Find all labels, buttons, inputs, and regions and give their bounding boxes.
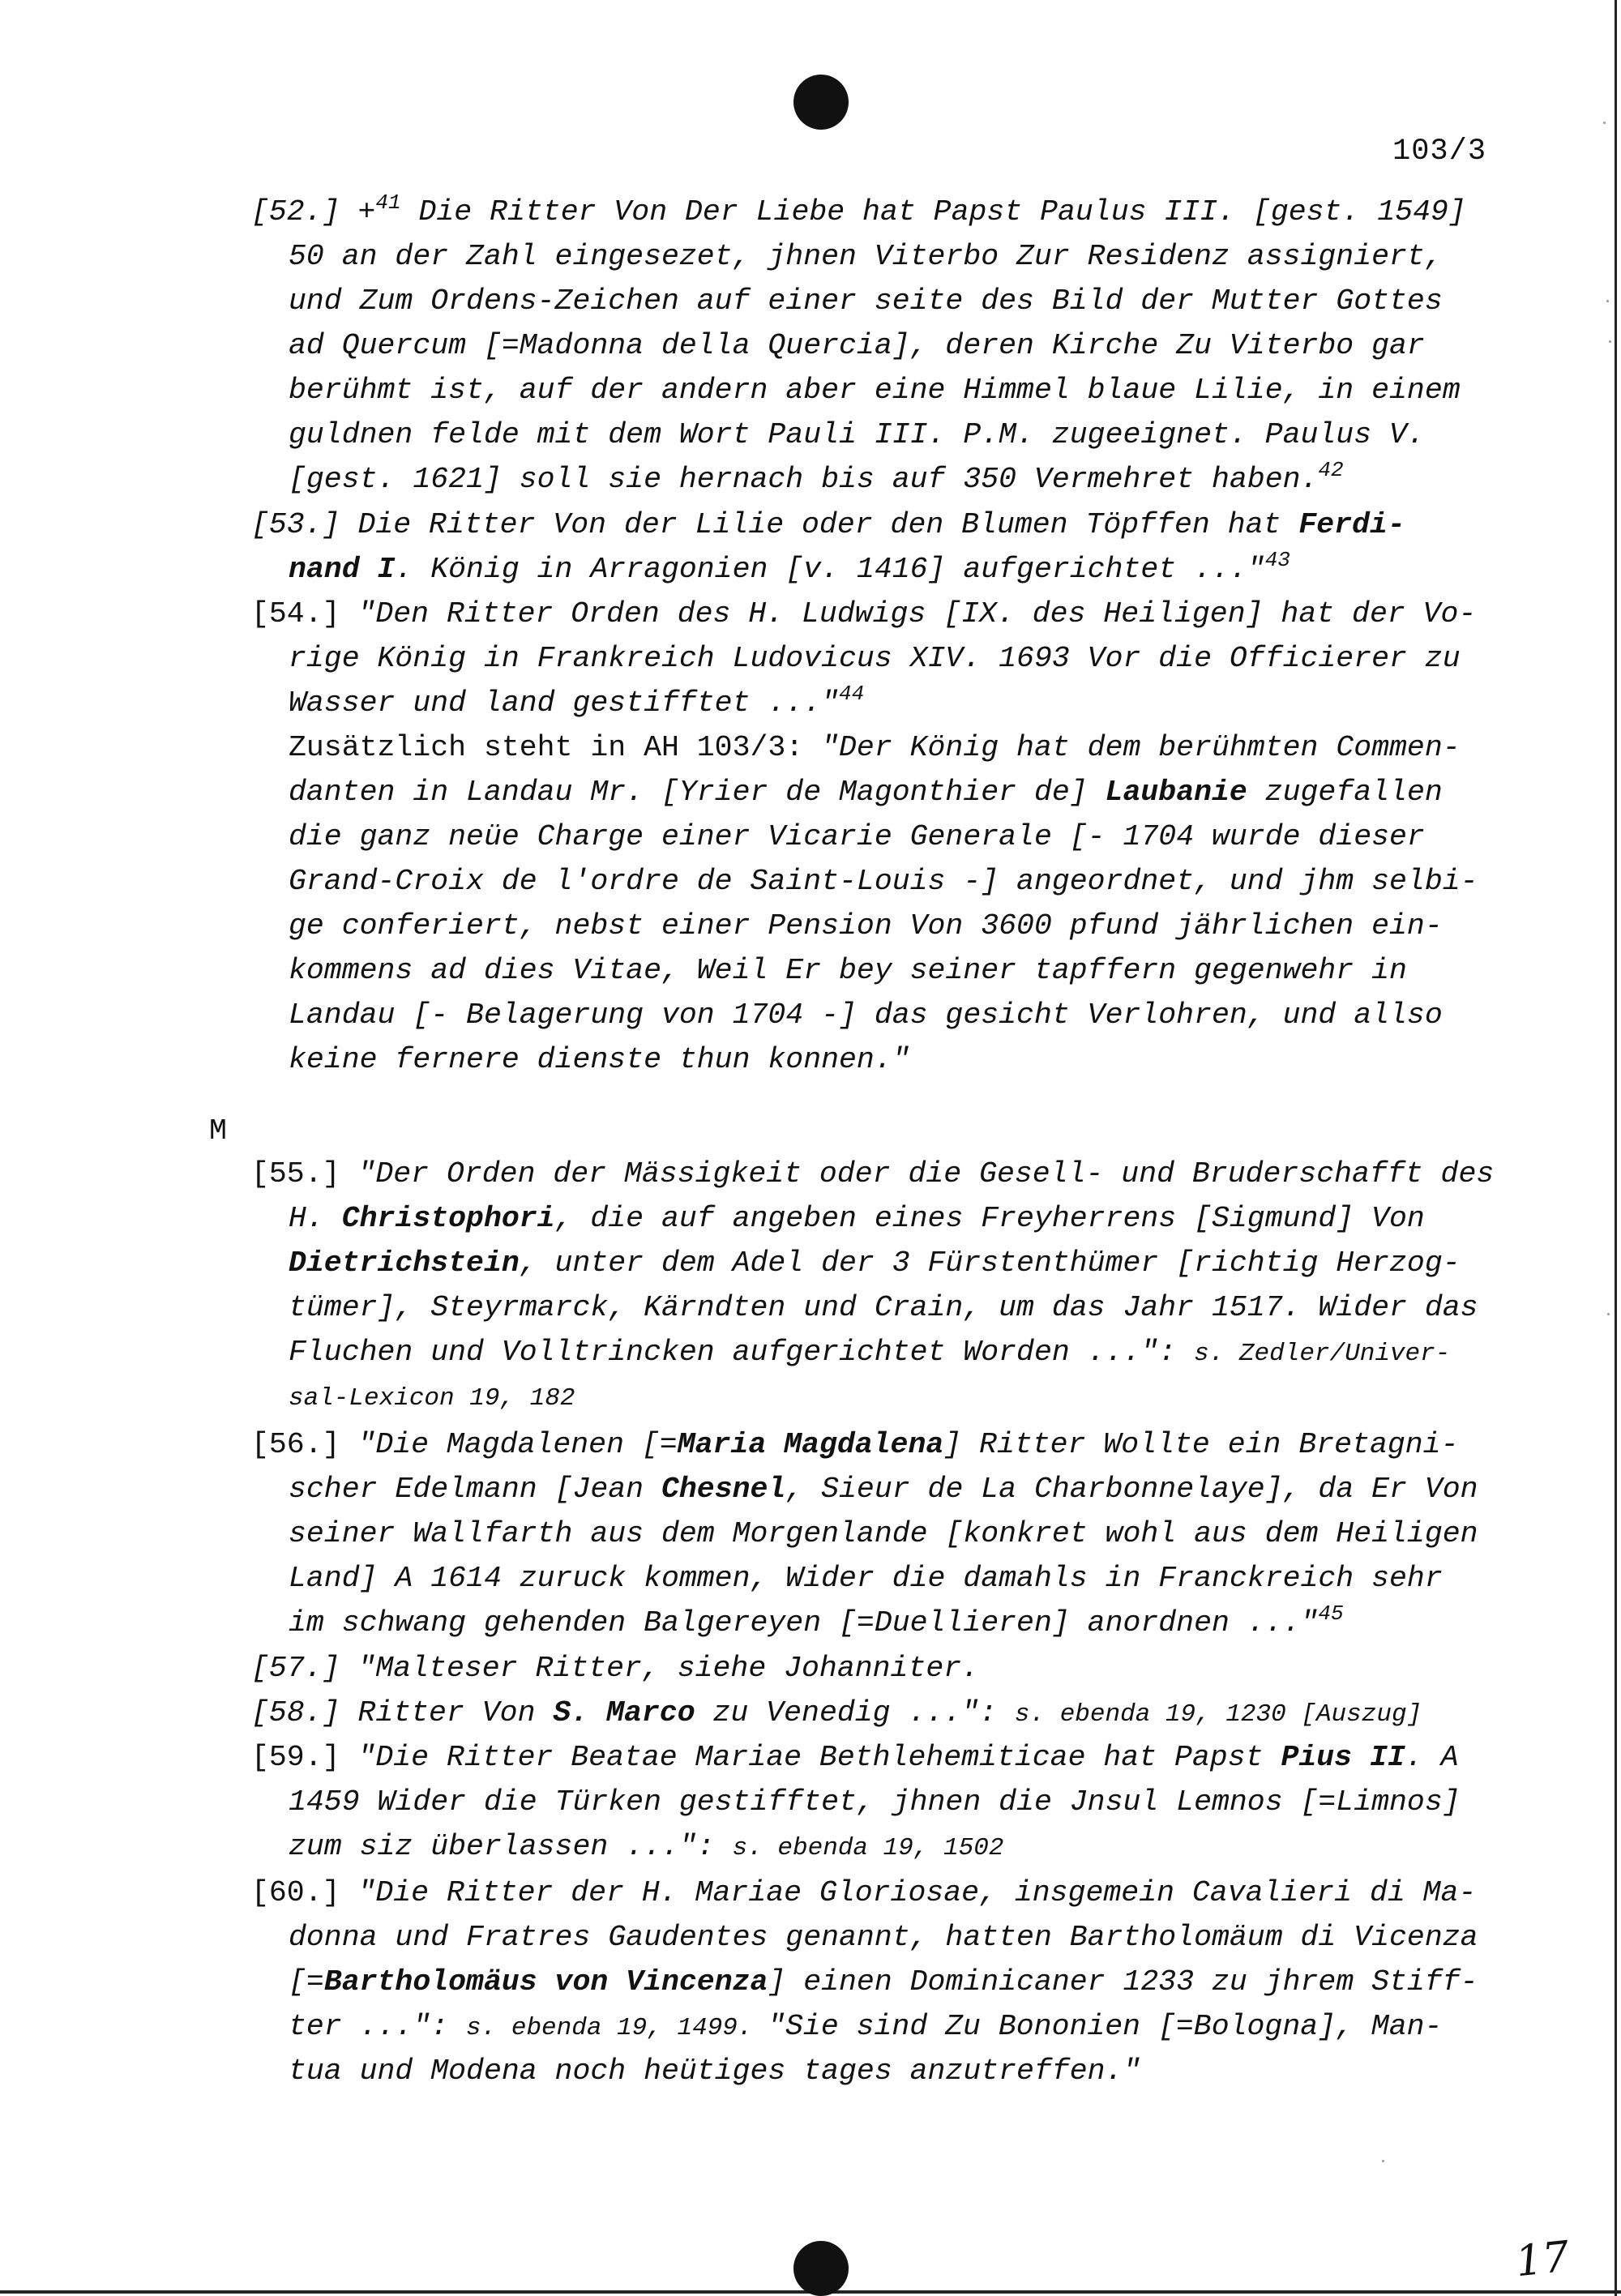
entry-text: . König in Arragonien [v. 1416] aufgerichtet ..." xyxy=(395,553,1265,586)
entry-text: zu Venedig ...": xyxy=(695,1696,1015,1729)
entry-text: ] einen Dominicaner 1233 zu jhrem Stiff- xyxy=(768,1965,1478,1999)
source-citation: s. ebenda 19, 1502 xyxy=(732,1834,1004,1862)
entry-number: [55.] xyxy=(251,1157,340,1191)
scan-speck xyxy=(1609,340,1611,343)
entry-number: [53.] xyxy=(251,508,340,541)
entry-text: Die Ritter Von der Lilie oder den Blumen Töpffen hat xyxy=(357,508,1299,541)
entry-56-line-4: Land] A 1614 zuruck kommen, Wider die damahls in Franckreich sehr xyxy=(289,1562,1443,1595)
page-number: 103/3 xyxy=(1392,135,1487,169)
entry-text: "Die Ritter Beatae Mariae Bethlehemiticae hat Papst xyxy=(357,1741,1281,1774)
scan-speck xyxy=(1382,2160,1384,2162)
section-letter: M xyxy=(209,1114,227,1148)
entry-54-line-1 xyxy=(251,597,1477,631)
entry-number: [58.] xyxy=(251,1696,340,1729)
entry-54-addition-line-4: Grand-Croix de l'ordre de Saint-Louis -] angeordnet, und jhm selbi- xyxy=(289,865,1478,898)
punch-hole-bottom xyxy=(793,2241,849,2296)
name-christophori: Christophori xyxy=(341,1202,555,1235)
entry-55-line-2 xyxy=(289,1204,1425,1234)
entry-54-line-2: rige König in Frankreich Ludovicus XIV. 1693 Vor die Officierer zu xyxy=(289,642,1461,675)
entry-text: "Der Orden der Mässigkeit oder die Gesell- und Bruderschafft des xyxy=(357,1157,1495,1191)
entry-60-line-1 xyxy=(251,1876,1477,1909)
entry-60-line-5: tua und Modena noch heütiges tages anzutreffen." xyxy=(289,2054,1141,2088)
entry-56-line-5 xyxy=(289,1601,1344,1640)
name-ferdinand: Ferdi- xyxy=(1298,508,1405,541)
scan-speck xyxy=(1607,1313,1610,1315)
entry-55-line-6: sal-Lexicon 19, 182 xyxy=(289,1384,575,1413)
entry-59-line-1 xyxy=(251,1743,1458,1773)
name-bartholomaeus: Bartholomäus von Vincenza xyxy=(323,1965,768,1999)
plus-mark: + xyxy=(357,195,376,229)
name-maria-magdalena: Maria Magdalena xyxy=(677,1428,944,1461)
entry-text: scher Edelmann [Jean xyxy=(289,1473,661,1506)
entry-55-line-1 xyxy=(251,1157,1495,1191)
entry-number: [54.] xyxy=(251,597,340,631)
entry-text: "Der König hat dem berühmten Commen- xyxy=(821,731,1461,764)
name-ferdinand-cont: nand I xyxy=(289,553,396,586)
entry-text: danten in Landau Mr. [Yrier de Magonthier de] xyxy=(289,776,1106,809)
entry-54-addition-line-1 xyxy=(289,733,1461,763)
entry-text: "Den Ritter Orden des H. Ludwigs [IX. des Heiligen] hat der Vo- xyxy=(357,597,1477,631)
name-pius-ii: Pius II xyxy=(1281,1741,1405,1774)
entry-53-line-2 xyxy=(289,548,1290,586)
footnote-43: 43 xyxy=(1264,548,1290,572)
entry-text: . A xyxy=(1405,1741,1459,1774)
entry-56-line-2 xyxy=(289,1475,1478,1505)
entry-55-line-4: tümer], Steyrmarck, Kärndten und Crain, um das Jahr 1517. Wider das xyxy=(289,1291,1478,1324)
entry-text: "Die Ritter der H. Mariae Gloriosae, insgemein Cavalieri di Ma- xyxy=(357,1876,1477,1909)
entry-text: , unter dem Adel der 3 Fürstenthümer [richtig Herzog- xyxy=(519,1246,1461,1280)
source-citation: s. ebenda 19, 1230 [Auszug] xyxy=(1014,1700,1422,1729)
name-laubanie: Laubanie xyxy=(1105,776,1247,809)
entry-56-line-1 xyxy=(251,1430,1458,1460)
entry-52-line-3: und Zum Ordens-Zeichen auf einer seite des Bild der Mutter Gottes xyxy=(289,284,1443,318)
punch-hole-top xyxy=(793,75,849,130)
entry-55-line-3 xyxy=(289,1246,1461,1280)
entry-number: [60.] xyxy=(251,1876,340,1909)
entry-text: Die Ritter Von Der Liebe hat Papst Paulus III. [gest. 1549] xyxy=(418,195,1466,229)
scan-speck xyxy=(1603,122,1606,124)
name-chesnel: Chesnel xyxy=(661,1473,786,1506)
entry-number: [52.] xyxy=(251,195,340,229)
entry-text: Wasser und land gestifftet ..." xyxy=(289,686,840,720)
handwritten-page-number: 17 xyxy=(1513,2232,1572,2287)
entry-54-addition-line-3: die ganz neüe Charge einer Vicarie Generale [- 1704 wurde dieser xyxy=(289,820,1425,853)
entry-53-line-1 xyxy=(251,508,1405,541)
entry-59-line-2: 1459 Wider die Türken gestifftet, jhnen die Jnsul Lemnos [=Limnos] xyxy=(289,1785,1461,1819)
entry-54-line-3 xyxy=(289,682,865,720)
entry-text: "Malteser Ritter, siehe Johanniter. xyxy=(357,1652,980,1685)
entry-text: ter ...": xyxy=(289,2010,467,2043)
entry-text: H. xyxy=(289,1202,342,1235)
entry-text: "Sie sind Zu Bononien [=Bologna], Man- xyxy=(768,2010,1443,2043)
entry-60-line-3 xyxy=(289,1965,1478,1999)
entry-text: [gest. 1621] soll sie hernach bis auf 350 Vermehret haben. xyxy=(289,463,1319,496)
entry-54-addition-line-6: kommens ad dies Vitae, Weil Er bey seiner tapffern gegenwehr in xyxy=(289,954,1407,987)
entry-text: Fluchen und Volltrincken aufgerichtet Worden ...": xyxy=(289,1336,1195,1369)
page-frame-right-edge xyxy=(1615,0,1617,2296)
entry-54-addition-line-7: Landau [- Belagerung von 1704 -] das gesicht Verlohren, und allso xyxy=(289,998,1443,1032)
entry-text: ] Ritter Wollte ein Bretagni- xyxy=(943,1428,1459,1461)
footnote-42: 42 xyxy=(1318,458,1344,482)
entry-text: "Die Magdalenen [= xyxy=(357,1428,678,1461)
entry-text: Ritter Von xyxy=(357,1696,554,1729)
footnote-45: 45 xyxy=(1318,1601,1344,1626)
entry-54-addition-line-2 xyxy=(289,778,1443,808)
entry-number: [56.] xyxy=(251,1428,340,1461)
entry-52-line-2: 50 an der Zahl eingesezet, jhnen Viterbo Zur Residenz assigniert, xyxy=(289,240,1443,273)
name-dietrichstein: Dietrichstein xyxy=(289,1246,520,1280)
entry-text: , die auf angeben eines Freyherrens [Sigmund] Von xyxy=(554,1202,1425,1235)
entry-52-line-6: guldnen felde mit dem Wort Pauli III. P.M. zugeeignet. Paulus V. xyxy=(289,418,1425,451)
footnote-44: 44 xyxy=(839,682,865,706)
entry-text: im schwang gehenden Balgereyen [=Duellieren] anordnen ..." xyxy=(289,1606,1319,1640)
addition-lead: Zusätzlich steht in AH 103/3: xyxy=(289,731,822,764)
entry-52-line-4: ad Quercum [=Madonna della Quercia], deren Kirche Zu Viterbo gar xyxy=(289,329,1425,362)
entry-52-line-5: berühmt ist, auf der andern aber eine Himmel blaue Lilie, in einem xyxy=(289,374,1461,407)
entry-60-line-4 xyxy=(289,2012,1442,2042)
entry-60-line-2: donna und Fratres Gaudentes genannt, hatten Bartholomäum di Vicenza xyxy=(289,1921,1478,1954)
entry-text: , Sieur de La Charbonnelaye], da Er Von xyxy=(785,1473,1478,1506)
name-s-marco: S. Marco xyxy=(553,1696,695,1729)
entry-text: zugefallen xyxy=(1247,776,1443,809)
footnote-41: 41 xyxy=(375,190,401,215)
entry-number: [59.] xyxy=(251,1741,340,1774)
scan-speck xyxy=(1606,300,1609,302)
entry-number: [57.] xyxy=(251,1652,340,1685)
entry-56-line-3: seiner Wallfarth aus dem Morgenlande [konkret wohl aus dem Heiligen xyxy=(289,1517,1478,1550)
entry-59-line-3 xyxy=(289,1832,1003,1862)
entry-57-line-1 xyxy=(251,1654,979,1684)
entry-54-addition-line-8: keine fernere dienste thun konnen." xyxy=(289,1043,910,1076)
entry-text: [= xyxy=(289,1965,324,1999)
entry-52-line-7 xyxy=(289,458,1344,496)
source-citation: s. ebenda 19, 1499. xyxy=(466,2014,768,2042)
entry-55-line-5 xyxy=(289,1338,1450,1368)
entry-54-addition-line-5: ge conferiert, nebst einer Pension Von 3600 pfund jährlichen ein- xyxy=(289,909,1443,943)
entry-58-line-1 xyxy=(251,1696,1422,1729)
entry-text: zum siz überlassen ...": xyxy=(289,1830,733,1863)
entry-52-line-1 xyxy=(251,190,1466,229)
source-citation: s. Zedler/Univer- xyxy=(1194,1340,1451,1368)
